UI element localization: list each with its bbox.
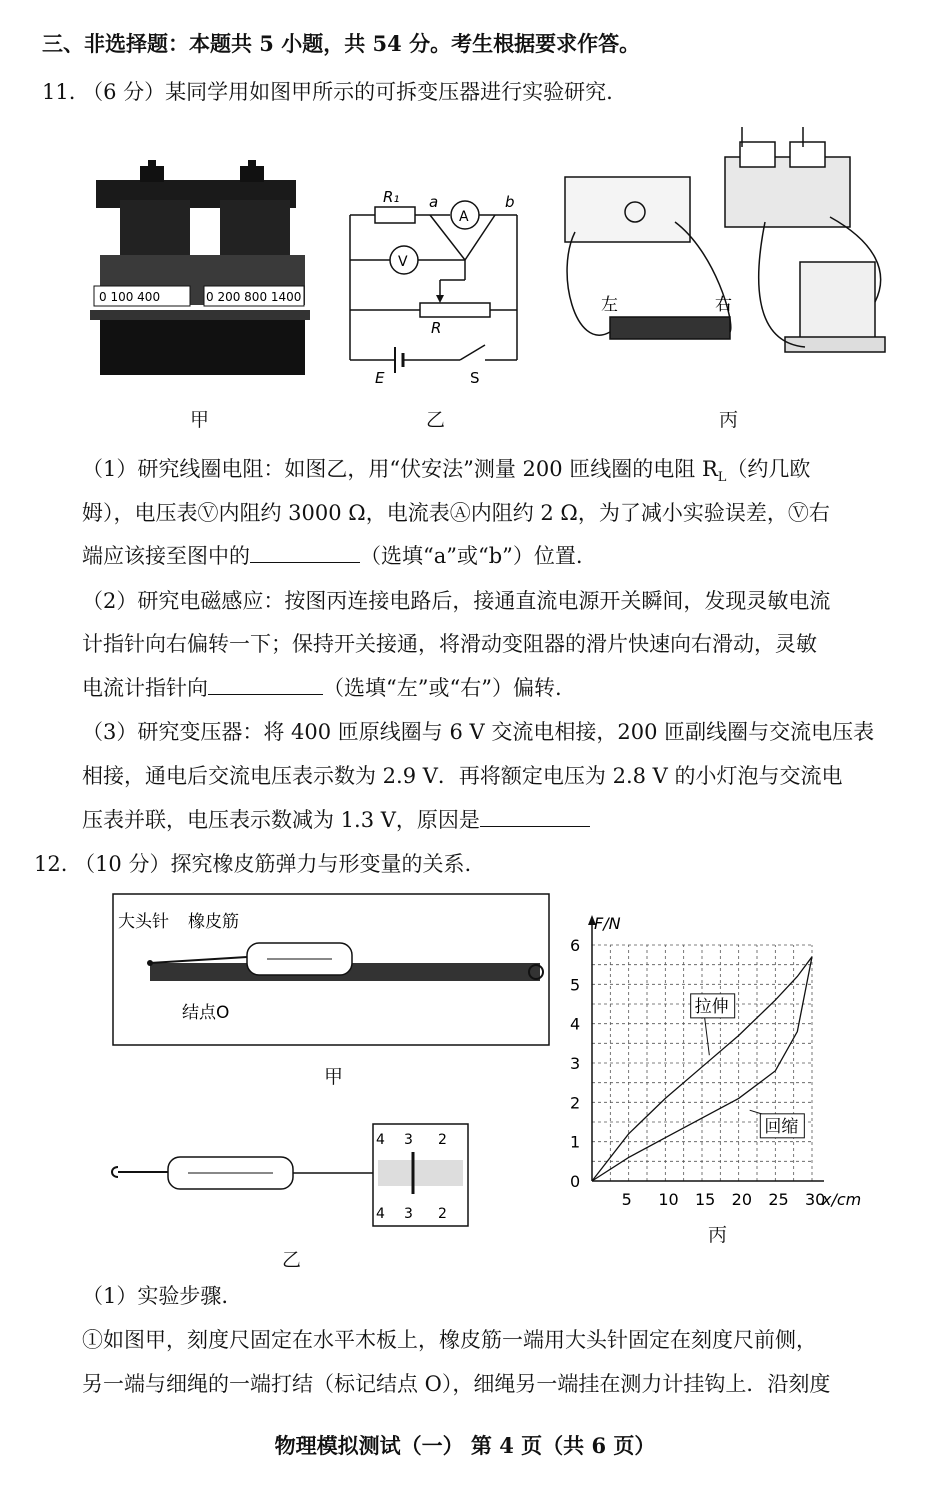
label-e: E	[375, 369, 385, 387]
q11-p3-line2: 相接，通电后交流电压表示数为 2.9 V．再将额定电压为 2.8 V 的小灯泡与交流电	[82, 764, 843, 788]
q11-fig-bing-setup	[555, 122, 895, 387]
q11-fig-jia-caption: 甲	[190, 409, 210, 431]
q12-fig-jia	[112, 893, 550, 1046]
label-b: b	[505, 193, 515, 211]
label-right: 右	[715, 295, 732, 315]
series-label-1: 回缩	[764, 1116, 799, 1137]
scale-tick-bottom-4: 4	[376, 1206, 385, 1222]
q11-p2-line2: 计指针向右偏转一下；保持开关接通，将滑动变阻器的滑片快速向右滑动，灵敏	[82, 632, 817, 656]
q11-p3-line3: 压表并联，电压表示数减为 1.3 V，原因是	[82, 806, 590, 834]
x-tick-label-10: 10	[658, 1190, 679, 1209]
ammeter-letter: A	[459, 209, 469, 225]
voltmeter-letter: V	[398, 254, 408, 270]
label-r: R	[431, 319, 442, 337]
q11-fig-yi-circuit	[345, 185, 530, 390]
answer-blank-2[interactable]	[208, 674, 323, 695]
scale-tick-top-2: 2	[438, 1132, 447, 1148]
q12-graph-caption: 丙	[708, 1224, 728, 1246]
scale-tick-bottom-2: 2	[438, 1206, 447, 1222]
q11-fig-jia-transformer	[90, 160, 315, 385]
label-s: S	[470, 369, 480, 387]
y-tick-label-6: 6	[570, 936, 581, 955]
y-tick-label-2: 2	[570, 1093, 581, 1113]
q11-p1-line1: （1）研究线圈电阻：如图乙，用“伏安法”测量 200 匝线圈的电阻 $R_L$（约几欧	[82, 457, 811, 486]
y-tick-label-5: 5	[570, 975, 581, 995]
x-tick-label-20: 20	[731, 1190, 753, 1209]
series-line-1	[592, 957, 812, 1181]
scale-tick-top-4: 4	[376, 1132, 385, 1148]
label-band: 橡皮筋	[188, 912, 239, 932]
q11-p2-line3: 电流计指针向 （选填“左”或“右”）偏转.	[82, 676, 562, 700]
x-tick-label-25: 25	[768, 1190, 789, 1209]
x-axis-label: x/cm	[822, 1190, 862, 1209]
label-knot: 结点O	[182, 1003, 230, 1023]
q12-force-extension-chart	[560, 905, 880, 1225]
q11-fig-yi-caption: 乙	[426, 409, 446, 431]
q12-stem: 12. （10 分）探究橡皮筋弹力与形变量的关系.	[34, 852, 472, 876]
q11-p2-line1: （2）研究电磁感应：按图丙连接电路后，接通直流电源开关瞬间，发现灵敏电流	[82, 589, 831, 613]
series-line-0	[592, 957, 812, 1181]
rheostat-r	[420, 303, 490, 317]
q12-fig-yi	[108, 1122, 473, 1232]
label-a: a	[429, 193, 439, 211]
resistor-r1	[375, 207, 415, 223]
q11-p3-line1: （3）研究变压器：将 400 匝原线圈与 6 V 交流电相接，200 匝副线圈与交流电压表	[82, 720, 875, 744]
answer-blank-3[interactable]	[480, 806, 590, 827]
dc-power-supply	[565, 177, 690, 242]
y-tick-label-0: 0	[570, 1172, 581, 1191]
q12-step1-line1: ①如图甲，刻度尺固定在水平木板上，橡皮筋一端用大头针固定在刻度尺前侧，	[82, 1328, 817, 1352]
y-axis-label: F/N	[594, 914, 621, 933]
q12-step-title: （1）实验步骤.	[82, 1284, 229, 1308]
label-r1: R₁	[383, 188, 400, 206]
x-tick-label-15: 15	[695, 1190, 716, 1209]
y-tick-label-1: 1	[570, 1132, 581, 1152]
label-left: 左	[601, 295, 618, 315]
transformer-scale-right: 0 200 800 1400	[206, 290, 302, 304]
q12-step1-line2: 另一端与细绳的一端打结（标记结点 O），细绳另一端挂在测力计挂钩上．沿刻度	[82, 1372, 831, 1396]
galvanometer	[800, 262, 875, 342]
q11-stem: 11. （6 分）某同学用如图甲所示的可拆变压器进行实验研究.	[42, 80, 613, 104]
answer-blank-1[interactable]	[250, 542, 360, 563]
q11-p1-line3: 端应该接至图中的 （选填“a”或“b”）位置.	[82, 544, 583, 568]
series-label-0: 拉伸	[694, 996, 729, 1017]
x-tick-label-5: 5	[621, 1190, 632, 1209]
sliding-rheostat	[610, 317, 730, 339]
q11-p1-line2: 姆），电压表Ⓥ内阻约 3000 Ω，电流表Ⓐ内阻约 2 Ω，为了减小实验误差，Ⓥ右	[82, 501, 830, 525]
label-pin: 大头针	[118, 912, 169, 932]
y-tick-label-4: 4	[570, 1014, 581, 1034]
q11-fig-bing-caption: 丙	[719, 409, 739, 431]
page-footer: 物理模拟测试（一） 第 4 页（共 6 页）	[274, 1433, 656, 1458]
scale-tick-top-3: 3	[404, 1132, 413, 1148]
section-header: 三、非选择题：本题共 5 小题，共 54 分。考生根据要求作答。	[42, 31, 641, 56]
q12-fig-jia-caption: 甲	[324, 1066, 344, 1088]
y-tick-label-3: 3	[570, 1054, 581, 1073]
scale-tick-bottom-3: 3	[404, 1206, 413, 1222]
x-tick-label-30: 30	[805, 1190, 826, 1209]
q12-fig-yi-caption: 乙	[282, 1249, 302, 1271]
transformer-scale-left: 0 100 400	[99, 290, 161, 304]
